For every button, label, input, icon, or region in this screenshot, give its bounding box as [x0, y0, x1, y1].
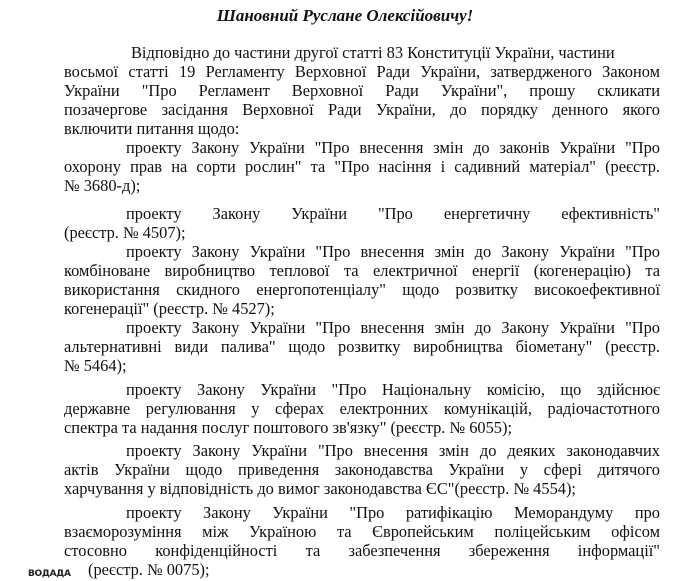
text-line: включити питання щодо:	[64, 119, 240, 138]
text-line: (реєстр. № 4507);	[64, 223, 186, 242]
text-line: проекту Закону України "Про внесення змін до Закону України "Про	[126, 242, 660, 261]
text-line: державне регулювання у сферах електронних комунікацій, радіочастотного	[64, 399, 660, 418]
salutation-heading: Шановний Руслане Олексійовичу!	[216, 6, 474, 25]
text-line: України "Про Регламент Верховної Ради України", прошу скликати	[64, 81, 660, 100]
text-line: Відповідно до частини другої статті 83 Конституції України, частини	[131, 43, 615, 62]
text-line: взаєморозуміння між Україною та Європейським поліцейським офісом	[64, 522, 660, 541]
text-line: використання скидного енергопотенціалу" щодо розвитку високоефективної	[64, 280, 660, 299]
text-line: проекту Закону України "Про енергетичну ефективність"	[126, 204, 660, 223]
text-line: стосовно конфіденційності та забезпечення збереження інформації"	[64, 541, 660, 560]
text-line: проекту Закону України "Про внесення змін до Закону України "Про	[126, 318, 660, 337]
text-line: когенерації" (реєстр. № 4527);	[64, 299, 275, 318]
text-line: (реєстр. № 0075);	[88, 560, 210, 579]
text-line: восьмої статті 19 Регламенту Верховної Ради України, затвердженого Законом	[64, 62, 660, 81]
text-line: № 5464);	[64, 356, 127, 375]
text-line: № 3680-д);	[64, 176, 141, 195]
text-line: охорону прав на сорти рослин" та "Про насіння і садивний матеріал" (реєстр.	[64, 157, 660, 176]
text-line: харчування у відповідність до вимог законодавства ЄС"(реєстр. № 4554);	[64, 479, 576, 498]
text-line: спектра та надання послуг поштового зв'язку" (реєстр. № 6055);	[64, 418, 512, 437]
footer-stamp: ВОДАДА	[28, 569, 71, 579]
text-line: проекту Закону України "Про внесення змін до деяких законодавчих	[126, 441, 660, 460]
text-line: альтернативні види палива" щодо розвитку виробництва біометану" (реєстр.	[64, 337, 660, 356]
text-line: позачергове засідання Верховної Ради України, до порядку денного якого	[64, 100, 660, 119]
text-line: проекту Закону України "Про ратифікацію Меморандуму про	[126, 503, 660, 522]
text-line: комбіноване виробництво теплової та електричної енергії (когенерацію) та	[64, 261, 660, 280]
text-line: проекту Закону України "Про внесення змін до законів України "Про	[126, 138, 660, 157]
text-line: актів України щодо приведення законодавства України у сфері дитячого	[64, 460, 660, 479]
text-line: проекту Закону України "Про Національну комісію, що здійснює	[126, 380, 660, 399]
